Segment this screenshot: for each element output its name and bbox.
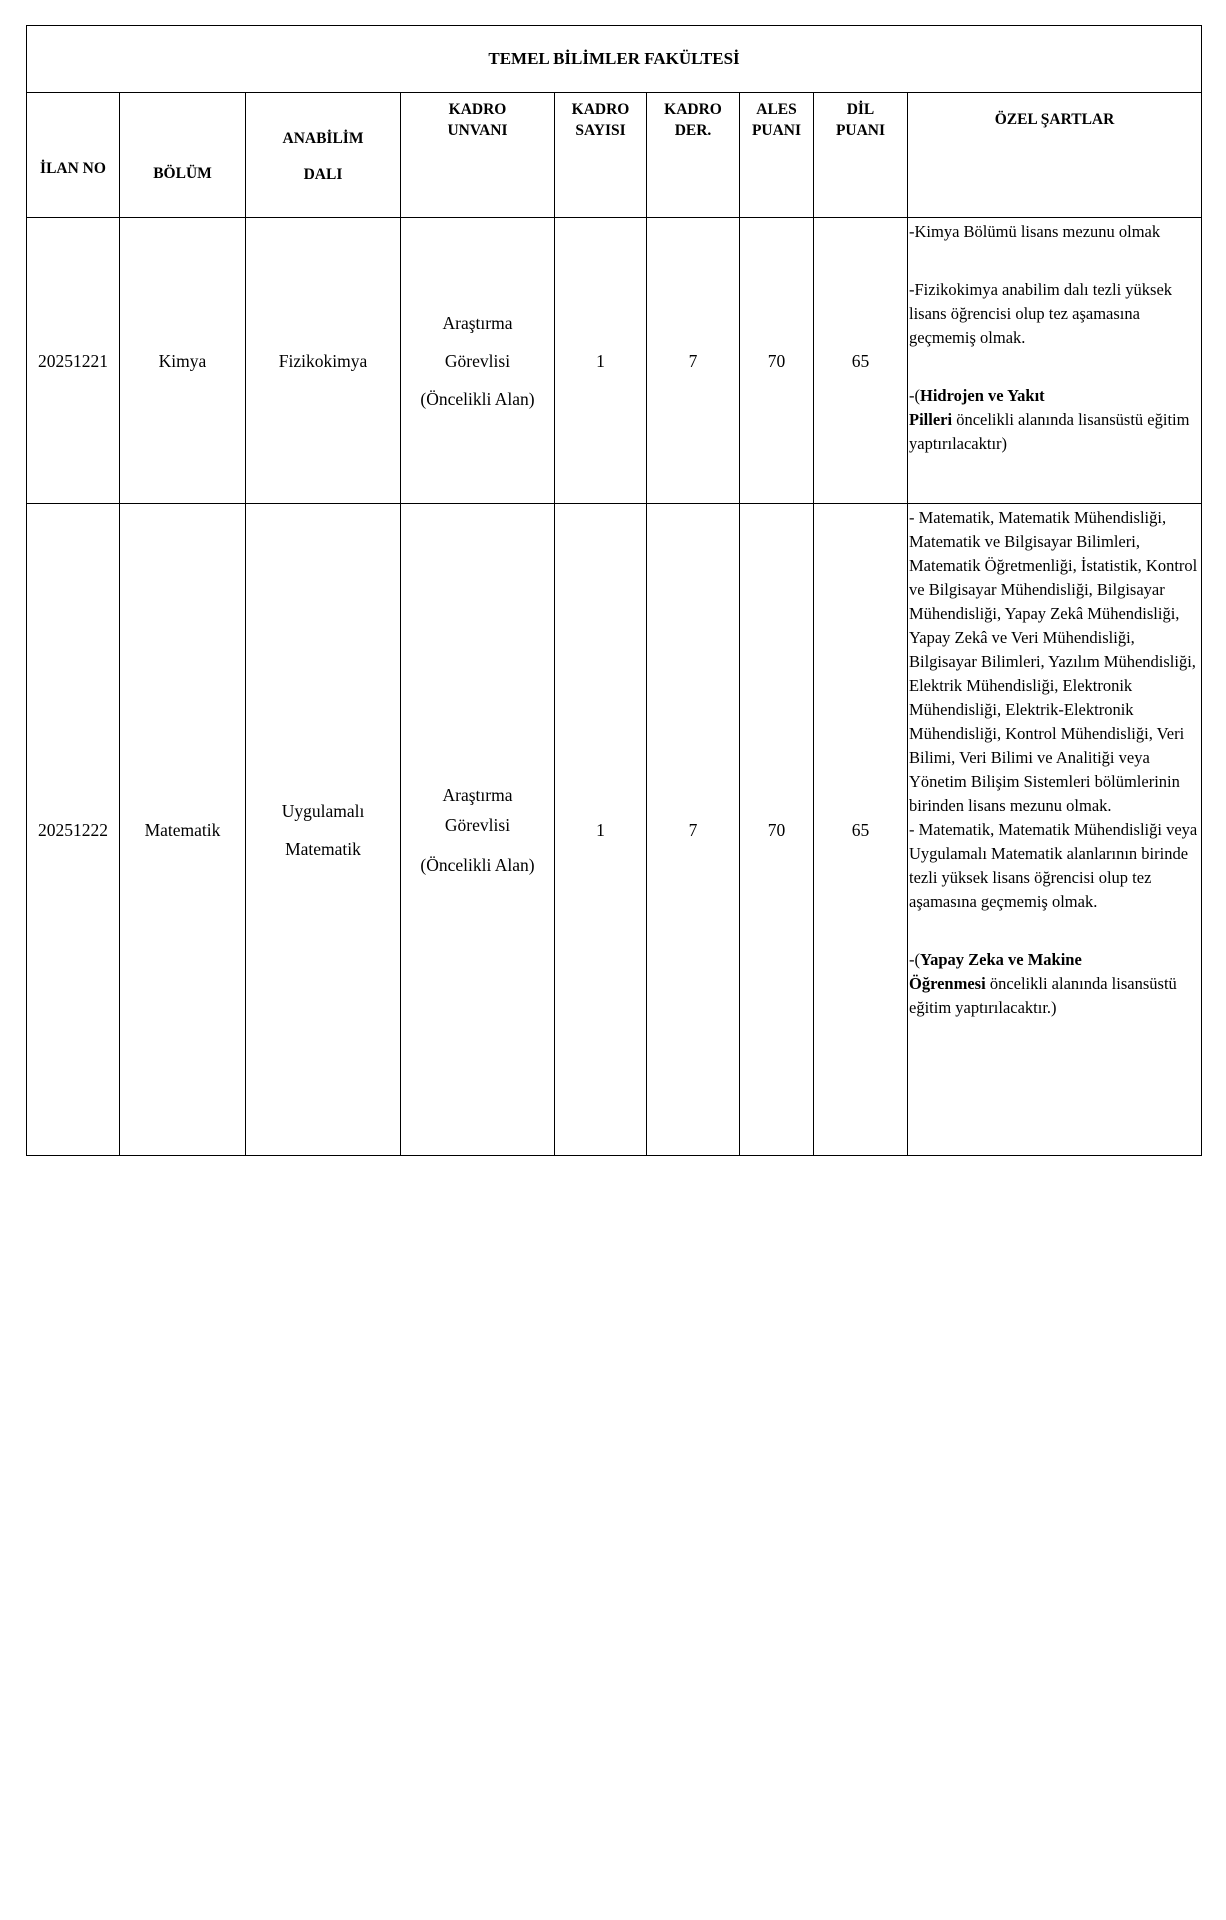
header-kadro-sayisi: KADRO SAYISI [555, 93, 647, 218]
dil-puani-cell: 65 [814, 504, 908, 1156]
requirement-text: -Fizikokimya anabilim dalı tezli yüksek lisans öğrencisi olup tez aşamasına geçmemiş olmak. [909, 280, 1173, 347]
anabilim-dali-cell: Fizikokimya [246, 218, 401, 504]
table-row [27, 218, 1202, 504]
table-row [27, 504, 1202, 1156]
header-bolum: BÖLÜM [120, 93, 246, 218]
header-kadro-der: KADRO DER. [647, 93, 740, 218]
header-dil-puani: DİL PUANI [814, 93, 908, 218]
header-row [27, 93, 1202, 218]
dil-puani-cell: 65 [814, 218, 908, 504]
ilan-no-cell: 20251221 [27, 218, 120, 504]
requirement-text: - Matematik, Matematik Mühendisliği veya Uygulamalı Matematik alanlarının birinde tezli yüksek lisans öğrencisi olup tez aşamasına geçmemiş olmak. [909, 820, 1198, 911]
requirement-text: - Matematik, Matematik Mühendisliği, Matematik ve Bilgisayar Bilimleri, Matematik Öğretmenliği, İstatistik, Kontrol ve Bilgisayar Mühendisliği, Bilgisayar Mühendisliği, Yapay Zekâ Mühendisliği, Yapay Zekâ ve Veri Mühendisliği, Bilgisayar Bilimleri, Yazılım Mühendisliği, Elektrik Mühendisliği, Elektronik Mühendisliği, Elektrik-Elektronik Mühendisliği, Kontrol Mühendisliği, Veri Bilimi, Veri Bilimi ve Analitiği veya Yönetim Bilişim Sistemleri bölümlerinin birinden lisans mezunu olmak. [909, 508, 1198, 815]
ozel-sartlar-cell [908, 218, 1202, 504]
header-kadro-unvani: KADRO UNVANI [401, 93, 555, 218]
header-ilan-no: İLAN NO [27, 93, 120, 218]
kadro-unvani-cell: Araştırma Görevlisi (Öncelikli Alan) [401, 504, 555, 1156]
ales-puani-cell: 70 [740, 218, 814, 504]
priority-area-text: -(Yapay Zeka ve Makine Öğrenmesi öncelikli alanında lisansüstü eğitim yaptırılacaktır.) [909, 950, 1177, 1017]
priority-area-text: -(Hidrojen ve Yakıt Pilleri öncelikli alanında lisansüstü eğitim yaptırılacaktır) [909, 386, 1190, 453]
kadro-sayisi-cell: 1 [555, 218, 647, 504]
faculty-title: TEMEL BİLİMLER FAKÜLTESİ [27, 26, 1202, 93]
header-ozel-sartlar: ÖZEL ŞARTLAR [908, 93, 1202, 218]
ales-puani-cell: 70 [740, 504, 814, 1156]
requirement-text: -Kimya Bölümü lisans mezunu olmak [909, 222, 1161, 241]
header-anabilim-dali: ANABİLİM DALI [246, 93, 401, 218]
anabilim-dali-cell: Uygulamalı Matematik [246, 504, 401, 1156]
kadro-sayisi-cell: 1 [555, 504, 647, 1156]
header-ales-puani: ALES PUANI [740, 93, 814, 218]
faculty-table [26, 25, 1202, 1156]
bolum-cell: Kimya [120, 218, 246, 504]
kadro-der-cell: 7 [647, 504, 740, 1156]
ilan-no-cell: 20251222 [27, 504, 120, 1156]
ozel-sartlar-cell [908, 504, 1202, 1156]
kadro-der-cell: 7 [647, 218, 740, 504]
kadro-unvani-cell: Araştırma Görevlisi (Öncelikli Alan) [401, 218, 555, 504]
bolum-cell: Matematik [120, 504, 246, 1156]
